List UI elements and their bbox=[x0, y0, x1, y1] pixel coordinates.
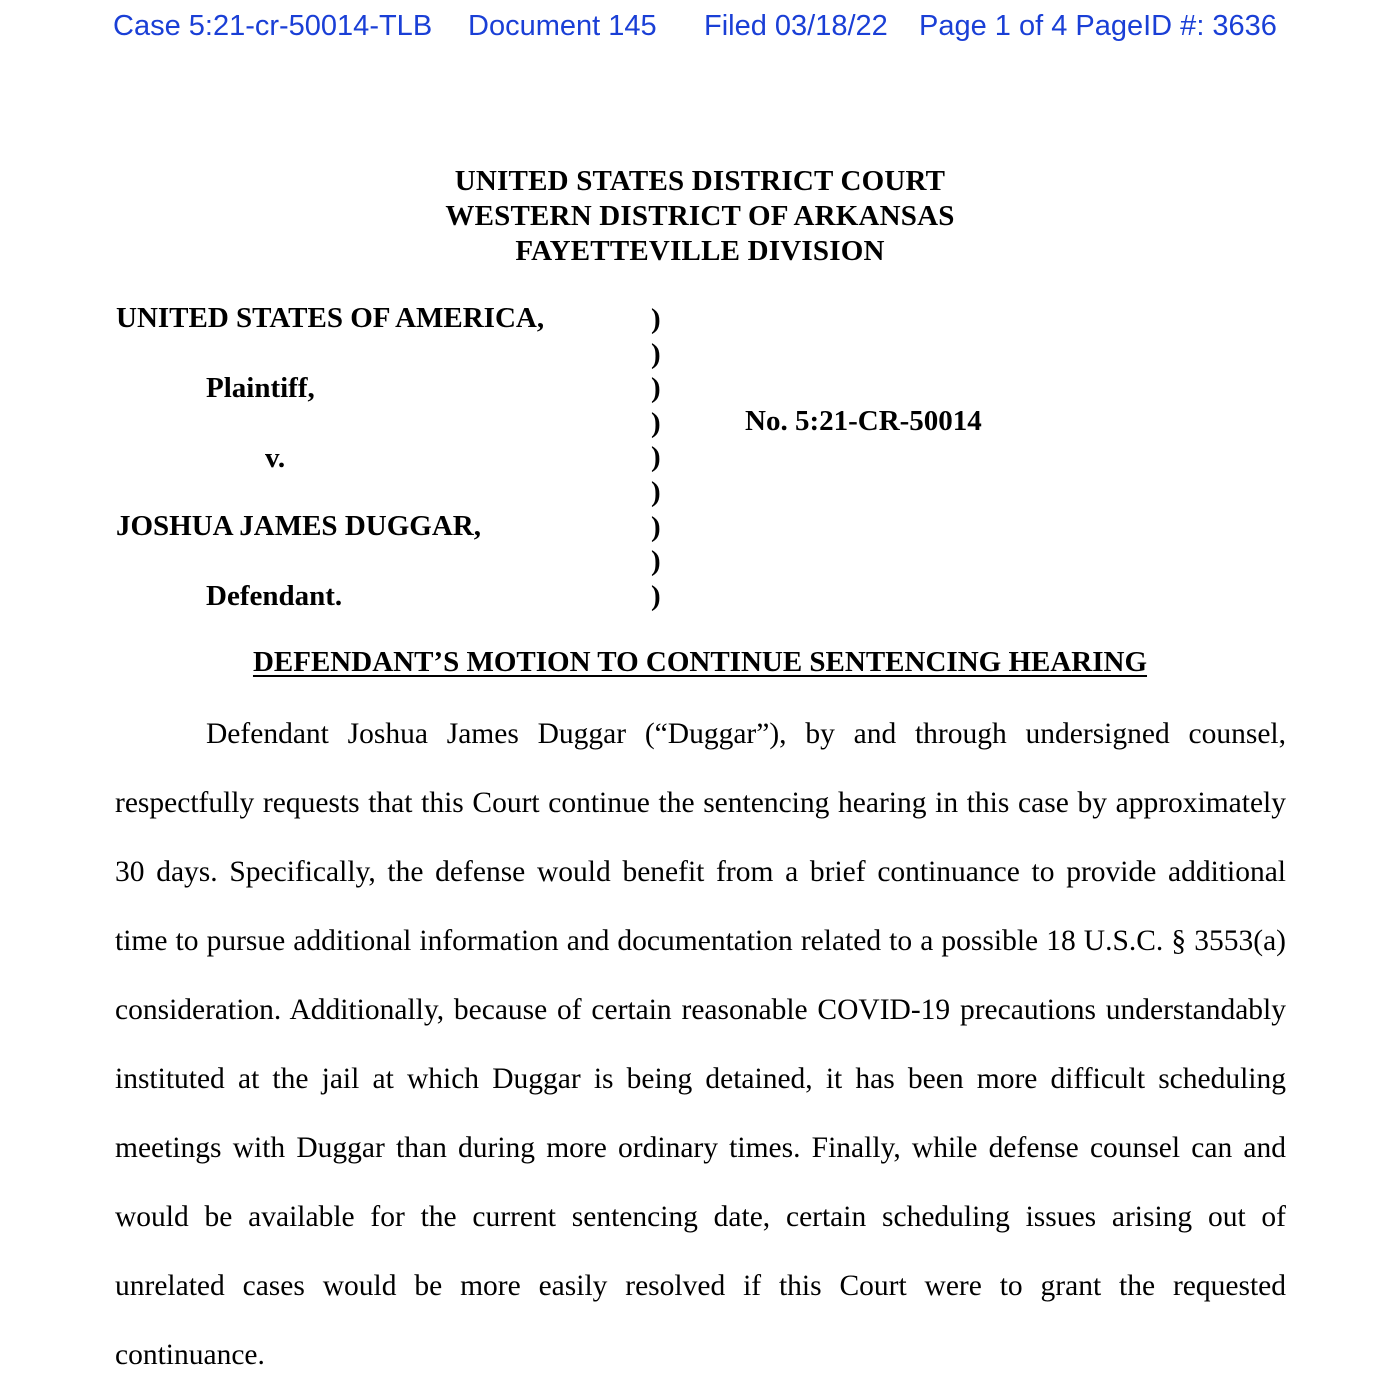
motion-body bbox=[115, 700, 1286, 1390]
ecf-case-number: Case 5:21-cr-50014-TLB bbox=[113, 10, 433, 42]
court-heading bbox=[0, 164, 1400, 269]
caption-paren: ) bbox=[651, 441, 661, 474]
caption-paren: ) bbox=[651, 510, 661, 543]
defendant-role: Defendant. bbox=[206, 580, 343, 612]
defendant-name: JOSHUA JAMES DUGGAR, bbox=[116, 510, 481, 542]
court-division: FAYETTEVILLE DIVISION bbox=[515, 235, 885, 267]
caption-paren-column bbox=[651, 302, 661, 613]
versus-label: v. bbox=[265, 442, 286, 474]
ecf-page-id: Page 1 of 4 PageID #: 3636 bbox=[919, 10, 1277, 42]
court-name: UNITED STATES DISTRICT COURT bbox=[454, 165, 946, 197]
ecf-filing-header bbox=[113, 10, 1293, 50]
caption-paren: ) bbox=[651, 475, 661, 508]
case-number: No. 5:21-CR-50014 bbox=[745, 405, 982, 437]
ecf-document-number: Document 145 bbox=[468, 10, 657, 42]
caption-paren: ) bbox=[651, 303, 661, 335]
court-district: WESTERN DISTRICT OF ARKANSAS bbox=[445, 200, 955, 232]
ecf-filed-date: Filed 03/18/22 bbox=[704, 10, 888, 42]
caption-paren: ) bbox=[651, 579, 661, 612]
plaintiff-role: Plaintiff, bbox=[206, 372, 315, 404]
caption-paren: ) bbox=[651, 372, 661, 405]
caption-paren: ) bbox=[651, 337, 661, 370]
plaintiff-name: UNITED STATES OF AMERICA, bbox=[116, 302, 545, 334]
motion-title: DEFENDANT’S MOTION TO CONTINUE SENTENCING HEARING bbox=[252, 646, 1148, 678]
caption-paren: ) bbox=[651, 406, 661, 439]
caption-paren: ) bbox=[651, 545, 661, 578]
body-paragraph: Defendant Joshua James Duggar (“Duggar”), by and through undersigned counsel, respectfully requests that this Court continue the sentencing hearing in this case by approximately 30 days. Specifically, the defense would benefit from a brief continuance to provide additional time to pursue additional information and documentation related to a possible 18 U.S.C. § 3553(a) consideration. Additionally, because of certain reasonable COVID-19 precautions understandably instituted at the jail at which Duggar is being detained, it has been more difficult scheduling meetings with Duggar than during more ordinary times. Finally, while defense counsel can and would be available for the current sentencing date, certain scheduling issues arising out of unrelated cases would be more easily resolved if this Court were to grant the requested continuance. bbox=[115, 718, 1286, 1371]
